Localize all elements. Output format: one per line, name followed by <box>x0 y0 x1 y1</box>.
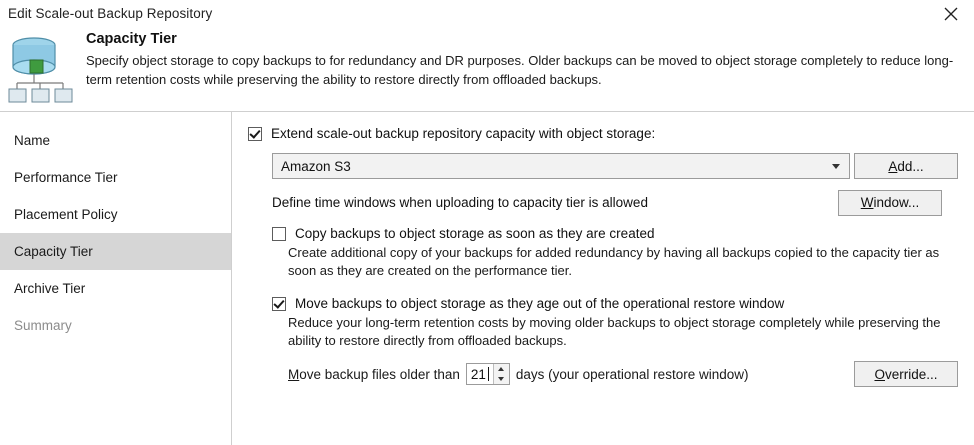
window-title: Edit Scale-out Backup Repository <box>8 6 213 21</box>
sidebar-item-summary[interactable] <box>0 307 231 344</box>
object-storage-selected-value: Amazon S3 <box>281 158 351 174</box>
extend-capacity-label: Extend scale-out backup repository capacity with object storage: <box>271 126 656 141</box>
sidebar-item-capacity-tier[interactable] <box>0 233 231 270</box>
object-storage-row <box>248 153 958 179</box>
copy-backups-label: Copy backups to object storage as soon as they are created <box>295 226 655 241</box>
header-text-block <box>86 31 960 89</box>
stepper-arrows[interactable] <box>493 364 509 384</box>
sidebar-item-label: Performance Tier <box>14 170 118 185</box>
move-backups-row <box>272 296 958 312</box>
sidebar-item-label: Placement Policy <box>14 207 118 222</box>
sidebar-item-placement-policy[interactable] <box>0 196 231 233</box>
wizard-step-list <box>0 112 232 445</box>
retention-days-stepper[interactable] <box>466 363 510 385</box>
close-button[interactable] <box>928 0 974 27</box>
close-icon <box>944 7 958 21</box>
sidebar-item-name[interactable] <box>0 122 231 159</box>
add-button-rest: dd... <box>897 158 924 174</box>
move-backups-label: Move backups to object storage as they age out of the operational restore window <box>295 296 785 311</box>
window-button[interactable]: Window... <box>838 190 942 216</box>
sidebar-item-label: Summary <box>14 318 72 333</box>
time-window-label: Define time windows when uploading to capacity tier is allowed <box>272 195 648 210</box>
copy-backups-checkbox[interactable] <box>272 227 286 241</box>
scale-out-repository-icon <box>8 33 76 105</box>
dialog-header <box>0 27 974 112</box>
sidebar-item-label: Capacity Tier <box>14 244 93 259</box>
copy-backups-row <box>272 226 958 242</box>
move-backup-files-suffix-label: days (your operational restore window) <box>515 366 749 382</box>
move-backups-checkbox[interactable] <box>272 297 286 311</box>
sidebar-item-performance-tier[interactable] <box>0 159 231 196</box>
override-button-rest: verride... <box>884 366 938 382</box>
move-backup-files-row <box>288 363 958 385</box>
stepper-down-button[interactable] <box>494 374 509 384</box>
move-backups-description: Reduce your long-term retention costs by moving older backups to object storage completely while preserving the ability to restore directly from offloaded backups. <box>288 315 941 348</box>
copy-backups-description: Create additional copy of your backups for added redundancy by having all backups copied to the capacity tier as soon as they are created on the performance tier. <box>288 245 940 278</box>
window-button-rest: indow... <box>873 195 920 210</box>
capacity-tier-panel <box>232 112 974 445</box>
time-window-row <box>248 195 958 210</box>
chevron-down-icon <box>832 164 840 169</box>
title-bar <box>0 0 974 27</box>
move-backup-files-prefix-label: Move backup files older than <box>288 366 460 382</box>
chevron-up-icon <box>498 367 504 371</box>
sidebar-item-archive-tier[interactable] <box>0 270 231 307</box>
sidebar-item-label: Archive Tier <box>14 281 86 296</box>
retention-days-value[interactable]: 21 <box>467 364 493 384</box>
dialog-body <box>0 112 974 445</box>
page-description: Specify object storage to copy backups to for redundancy and DR purposes. Older backups can be moved to object storage completely to reduce long-term retention costs while preserving the ability to restore directly from offloaded backups. <box>86 53 954 87</box>
override-button[interactable]: Override... <box>854 361 958 387</box>
chevron-down-icon <box>498 377 504 381</box>
object-storage-select[interactable] <box>272 153 850 179</box>
sidebar-item-label: Name <box>14 133 51 148</box>
stepper-up-button[interactable] <box>494 364 509 374</box>
extend-capacity-checkbox[interactable] <box>248 127 262 141</box>
page-title: Capacity Tier <box>86 31 177 47</box>
add-button[interactable]: Add... <box>854 153 958 179</box>
extend-capacity-row <box>248 126 958 142</box>
